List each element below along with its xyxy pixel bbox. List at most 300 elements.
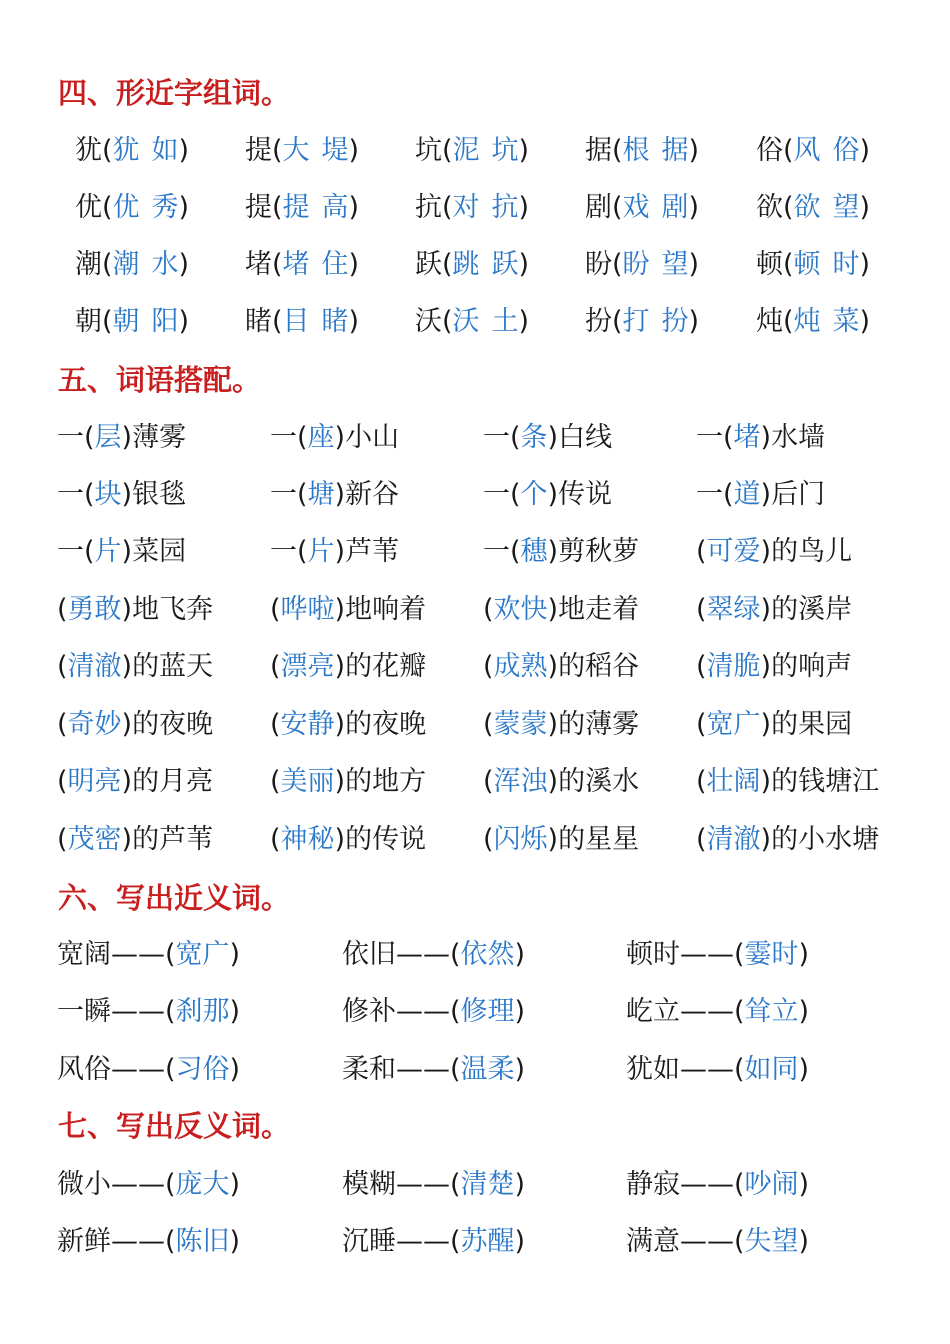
prompt-suffix: )芦苇 <box>334 536 400 567</box>
prompt-suffix: )的响声 <box>760 651 853 682</box>
prompt-word: 模糊 <box>342 1169 396 1200</box>
prompt-word: 微小 <box>57 1169 111 1200</box>
target-character: 跃 <box>415 249 442 280</box>
answer-char: 对 <box>452 192 480 223</box>
close-paren: ) <box>518 249 530 280</box>
answer-word: 神秘 <box>280 824 335 855</box>
exercise-item <box>626 935 809 975</box>
answer-char: 大 <box>282 135 310 166</box>
answer-char: 抗 <box>491 192 519 223</box>
section7-heading: 七、写出反义词。 <box>58 1109 291 1143</box>
prompt-suffix: )传说 <box>547 479 613 510</box>
exercise-item <box>483 590 639 630</box>
prompt-prefix: ( <box>696 536 707 567</box>
exercise-item <box>57 1222 240 1262</box>
prompt-prefix: ( <box>57 651 68 682</box>
dash-separator: ——( <box>396 939 461 970</box>
answer-word: 茂密 <box>67 824 122 855</box>
close-paren: ) <box>798 939 810 970</box>
section4-row <box>0 302 950 342</box>
close-paren: ) <box>859 306 871 337</box>
answer-word: 成熟 <box>493 651 548 682</box>
prompt-prefix: ( <box>57 709 68 740</box>
answer-char: 顿 <box>793 249 821 280</box>
section5-row <box>0 590 950 630</box>
prompt-suffix: )的地方 <box>334 766 427 797</box>
prompt-prefix: ( <box>483 824 494 855</box>
close-paren: ) <box>798 996 810 1027</box>
prompt-suffix: )后门 <box>760 479 826 510</box>
dash-separator: ——( <box>680 1169 745 1200</box>
target-character: 剧 <box>585 192 612 223</box>
exercise-item <box>415 245 529 285</box>
answer-word: 美丽 <box>280 766 335 797</box>
close-paren: ) <box>859 192 871 223</box>
exercise-item <box>342 1222 525 1262</box>
exercise-item <box>696 590 852 630</box>
close-paren: ) <box>178 192 190 223</box>
exercise-item <box>57 992 240 1032</box>
prompt-prefix: 一( <box>696 422 734 453</box>
prompt-suffix: )的芦苇 <box>121 824 214 855</box>
open-paren: ( <box>102 306 113 337</box>
open-paren: ( <box>612 249 623 280</box>
target-character: 炖 <box>756 306 783 337</box>
section5-heading: 五、词语搭配。 <box>58 363 262 397</box>
exercise-item <box>585 245 699 285</box>
exercise-item <box>696 705 852 745</box>
exercise-item <box>626 992 809 1032</box>
exercise-item <box>75 245 189 285</box>
prompt-word: 沉睡 <box>342 1226 396 1257</box>
prompt-suffix: )地走着 <box>547 594 640 625</box>
exercise-item <box>756 188 870 228</box>
exercise-item <box>483 418 612 458</box>
dash-separator: ——( <box>111 1054 176 1085</box>
exercise-item <box>696 532 852 572</box>
answer-char: 秀 <box>151 192 179 223</box>
answer-word: 片 <box>94 536 122 567</box>
open-paren: ( <box>442 192 453 223</box>
prompt-word: 风俗 <box>57 1054 111 1085</box>
exercise-item <box>415 131 529 171</box>
close-paren: ) <box>798 1226 810 1257</box>
answer-char: 盼 <box>622 249 650 280</box>
prompt-prefix: ( <box>696 709 707 740</box>
exercise-item <box>585 131 699 171</box>
exercise-item <box>415 302 529 342</box>
answer-char: 目 <box>282 306 310 337</box>
answer-char: 睹 <box>321 306 349 337</box>
exercise-item <box>483 762 639 802</box>
section5-row <box>0 647 950 687</box>
prompt-prefix: 一( <box>270 536 308 567</box>
target-character: 扮 <box>585 306 612 337</box>
prompt-suffix: )的夜晚 <box>334 709 427 740</box>
prompt-prefix: ( <box>483 651 494 682</box>
answer-char: 时 <box>832 249 860 280</box>
answer-word: 蒙蒙 <box>493 709 548 740</box>
answer-word: 宽广 <box>175 939 230 970</box>
exercise-item <box>57 1050 240 1090</box>
answer-char: 堤 <box>321 135 349 166</box>
close-paren: ) <box>514 939 526 970</box>
answer-char: 如 <box>151 135 179 166</box>
close-paren: ) <box>178 306 190 337</box>
answer-word: 壮阔 <box>706 766 761 797</box>
exercise-item <box>696 418 825 458</box>
target-character: 据 <box>585 135 612 166</box>
prompt-suffix: )的溪岸 <box>760 594 853 625</box>
exercise-item <box>270 647 426 687</box>
target-character: 提 <box>245 135 272 166</box>
target-character: 堵 <box>245 249 272 280</box>
answer-word: 陈旧 <box>175 1226 230 1257</box>
open-paren: ( <box>272 249 283 280</box>
exercise-item <box>342 1165 525 1205</box>
answer-char: 提 <box>282 192 310 223</box>
prompt-prefix: ( <box>696 824 707 855</box>
answer-char: 炖 <box>793 306 821 337</box>
open-paren: ( <box>442 249 453 280</box>
open-paren: ( <box>612 306 623 337</box>
prompt-prefix: ( <box>483 709 494 740</box>
open-paren: ( <box>272 135 283 166</box>
target-character: 睹 <box>245 306 272 337</box>
exercise-item <box>585 188 699 228</box>
open-paren: ( <box>102 192 113 223</box>
close-paren: ) <box>518 192 530 223</box>
exercise-item <box>245 302 359 342</box>
prompt-word: 新鲜 <box>57 1226 111 1257</box>
answer-word: 穗 <box>520 536 548 567</box>
exercise-item <box>270 475 399 515</box>
prompt-suffix: )的薄雾 <box>547 709 640 740</box>
answer-char: 坑 <box>491 135 519 166</box>
target-character: 俗 <box>756 135 783 166</box>
close-paren: ) <box>688 249 700 280</box>
dash-separator: ——( <box>396 1054 461 1085</box>
exercise-item <box>483 647 639 687</box>
answer-word: 堵 <box>733 422 761 453</box>
answer-char: 土 <box>491 306 519 337</box>
exercise-item <box>342 1050 525 1090</box>
answer-word: 宽广 <box>706 709 761 740</box>
exercise-item <box>57 532 186 572</box>
prompt-suffix: )菜园 <box>121 536 187 567</box>
close-paren: ) <box>518 306 530 337</box>
section6-heading: 六、写出近义词。 <box>58 881 291 915</box>
target-character: 优 <box>75 192 102 223</box>
exercise-item <box>57 935 240 975</box>
exercise-item <box>75 302 189 342</box>
open-paren: ( <box>612 192 623 223</box>
exercise-item <box>696 647 852 687</box>
exercise-item <box>245 188 359 228</box>
prompt-prefix: 一( <box>57 479 95 510</box>
answer-word: 欢快 <box>493 594 548 625</box>
answer-char: 潮 <box>112 249 140 280</box>
prompt-word: 屹立 <box>626 996 680 1027</box>
answer-char: 泥 <box>452 135 480 166</box>
target-character: 朝 <box>75 306 102 337</box>
exercise-item <box>57 705 213 745</box>
dash-separator: ——( <box>680 996 745 1027</box>
prompt-suffix: )银毯 <box>121 479 187 510</box>
dash-separator: ——( <box>111 1226 176 1257</box>
prompt-word: 一瞬 <box>57 996 111 1027</box>
prompt-prefix: ( <box>483 766 494 797</box>
exercise-item <box>696 762 879 802</box>
prompt-prefix: ( <box>696 651 707 682</box>
prompt-word: 宽阔 <box>57 939 111 970</box>
answer-word: 温柔 <box>460 1054 515 1085</box>
close-paren: ) <box>798 1054 810 1085</box>
close-paren: ) <box>229 1054 241 1085</box>
section5-row <box>0 418 950 458</box>
prompt-prefix: 一( <box>270 479 308 510</box>
prompt-suffix: )地响着 <box>334 594 427 625</box>
close-paren: ) <box>798 1169 810 1200</box>
target-character: 盼 <box>585 249 612 280</box>
answer-word: 条 <box>520 422 548 453</box>
open-paren: ( <box>442 135 453 166</box>
prompt-prefix: ( <box>483 594 494 625</box>
open-paren: ( <box>272 306 283 337</box>
close-paren: ) <box>178 135 190 166</box>
close-paren: ) <box>348 135 360 166</box>
prompt-suffix: )水墙 <box>760 422 826 453</box>
section6-row <box>0 1050 950 1090</box>
answer-char: 水 <box>151 249 179 280</box>
section6-row <box>0 992 950 1032</box>
answer-char: 戏 <box>622 192 650 223</box>
answer-char: 扮 <box>661 306 689 337</box>
answer-word: 块 <box>94 479 122 510</box>
answer-char: 跃 <box>491 249 519 280</box>
close-paren: ) <box>348 192 360 223</box>
target-character: 欲 <box>756 192 783 223</box>
close-paren: ) <box>688 135 700 166</box>
close-paren: ) <box>514 996 526 1027</box>
section4-row <box>0 245 950 285</box>
close-paren: ) <box>518 135 530 166</box>
prompt-prefix: 一( <box>57 536 95 567</box>
answer-word: 失望 <box>744 1226 799 1257</box>
answer-word: 明亮 <box>67 766 122 797</box>
exercise-item <box>585 302 699 342</box>
answer-word: 如同 <box>744 1054 799 1085</box>
exercise-item <box>483 475 612 515</box>
answer-char: 剧 <box>661 192 689 223</box>
answer-char: 沃 <box>452 306 480 337</box>
section5-row <box>0 705 950 745</box>
exercise-item <box>57 1165 240 1205</box>
section4-row <box>0 188 950 228</box>
close-paren: ) <box>348 249 360 280</box>
target-character: 坑 <box>415 135 442 166</box>
prompt-suffix: )新谷 <box>334 479 400 510</box>
answer-word: 清澈 <box>706 824 761 855</box>
dash-separator: ——( <box>111 996 176 1027</box>
prompt-word: 顿时 <box>626 939 680 970</box>
answer-word: 刹那 <box>175 996 230 1027</box>
answer-word: 霎时 <box>744 939 799 970</box>
close-paren: ) <box>178 249 190 280</box>
prompt-suffix: )的夜晚 <box>121 709 214 740</box>
prompt-suffix: )的溪水 <box>547 766 640 797</box>
prompt-suffix: )的星星 <box>547 824 640 855</box>
prompt-prefix: ( <box>696 594 707 625</box>
close-paren: ) <box>348 306 360 337</box>
exercise-item <box>245 245 359 285</box>
exercise-item <box>270 590 426 630</box>
dash-separator: ——( <box>111 939 176 970</box>
close-paren: ) <box>688 192 700 223</box>
answer-word: 耸立 <box>744 996 799 1027</box>
section5-row <box>0 475 950 515</box>
target-character: 提 <box>245 192 272 223</box>
prompt-suffix: )的果园 <box>760 709 853 740</box>
answer-word: 依然 <box>460 939 515 970</box>
target-character: 抗 <box>415 192 442 223</box>
answer-word: 奇妙 <box>67 709 122 740</box>
answer-word: 翠绿 <box>706 594 761 625</box>
answer-word: 浑浊 <box>493 766 548 797</box>
answer-word: 闪烁 <box>493 824 548 855</box>
prompt-prefix: 一( <box>483 479 521 510</box>
answer-char: 朝 <box>112 306 140 337</box>
prompt-suffix: )的蓝天 <box>121 651 214 682</box>
exercise-item <box>57 762 213 802</box>
target-character: 沃 <box>415 306 442 337</box>
exercise-item <box>75 131 189 171</box>
answer-char: 犹 <box>112 135 140 166</box>
answer-char: 跳 <box>452 249 480 280</box>
close-paren: ) <box>229 939 241 970</box>
exercise-item <box>696 475 825 515</box>
close-paren: ) <box>514 1169 526 1200</box>
answer-word: 修理 <box>460 996 515 1027</box>
prompt-prefix: ( <box>270 824 281 855</box>
answer-char: 高 <box>321 192 349 223</box>
answer-word: 座 <box>307 422 335 453</box>
answer-char: 欲 <box>793 192 821 223</box>
exercise-item <box>270 532 399 572</box>
prompt-suffix: )的月亮 <box>121 766 214 797</box>
open-paren: ( <box>442 306 453 337</box>
answer-word: 苏醒 <box>460 1226 515 1257</box>
exercise-item <box>483 705 639 745</box>
dash-separator: ——( <box>680 1054 745 1085</box>
section7-row <box>0 1165 950 1205</box>
answer-char: 优 <box>112 192 140 223</box>
dash-separator: ——( <box>396 996 461 1027</box>
prompt-prefix: ( <box>57 824 68 855</box>
prompt-word: 柔和 <box>342 1054 396 1085</box>
close-paren: ) <box>229 1169 241 1200</box>
exercise-item <box>270 418 399 458</box>
prompt-prefix: 一( <box>57 422 95 453</box>
section5-row <box>0 532 950 572</box>
dash-separator: ——( <box>680 1226 745 1257</box>
close-paren: ) <box>859 135 871 166</box>
answer-word: 安静 <box>280 709 335 740</box>
close-paren: ) <box>688 306 700 337</box>
section7-row <box>0 1222 950 1262</box>
exercise-item <box>483 820 639 860</box>
prompt-suffix: )小山 <box>334 422 400 453</box>
exercise-item <box>270 762 426 802</box>
exercise-item <box>57 418 186 458</box>
prompt-prefix: 一( <box>696 479 734 510</box>
answer-word: 哗啦 <box>280 594 335 625</box>
prompt-suffix: )的传说 <box>334 824 427 855</box>
exercise-item <box>57 475 186 515</box>
exercise-item <box>342 992 525 1032</box>
answer-word: 习俗 <box>175 1054 230 1085</box>
open-paren: ( <box>783 306 794 337</box>
target-character: 潮 <box>75 249 102 280</box>
exercise-item <box>270 705 426 745</box>
close-paren: ) <box>514 1054 526 1085</box>
exercise-item <box>57 590 213 630</box>
open-paren: ( <box>102 249 113 280</box>
answer-word: 庞大 <box>175 1169 230 1200</box>
answer-char: 俗 <box>832 135 860 166</box>
open-paren: ( <box>783 192 794 223</box>
answer-word: 清楚 <box>460 1169 515 1200</box>
prompt-prefix: 一( <box>270 422 308 453</box>
exercise-item <box>626 1050 809 1090</box>
answer-char: 阳 <box>151 306 179 337</box>
exercise-item <box>483 532 639 572</box>
answer-word: 层 <box>94 422 122 453</box>
section5-row <box>0 820 950 860</box>
open-paren: ( <box>612 135 623 166</box>
answer-word: 清脆 <box>706 651 761 682</box>
exercise-item <box>342 935 525 975</box>
dash-separator: ——( <box>680 939 745 970</box>
exercise-item <box>75 188 189 228</box>
open-paren: ( <box>783 249 794 280</box>
prompt-prefix: ( <box>270 766 281 797</box>
exercise-item <box>756 302 870 342</box>
answer-word: 片 <box>307 536 335 567</box>
prompt-prefix: ( <box>270 709 281 740</box>
answer-word: 清澈 <box>67 651 122 682</box>
open-paren: ( <box>102 135 113 166</box>
target-character: 顿 <box>756 249 783 280</box>
exercise-item <box>245 131 359 171</box>
prompt-prefix: ( <box>270 594 281 625</box>
answer-char: 望 <box>832 192 860 223</box>
prompt-word: 静寂 <box>626 1169 680 1200</box>
prompt-word: 犹如 <box>626 1054 680 1085</box>
exercise-item <box>756 131 870 171</box>
prompt-prefix: 一( <box>483 536 521 567</box>
exercise-item <box>57 647 213 687</box>
exercise-item <box>626 1222 809 1262</box>
exercise-item <box>696 820 879 860</box>
prompt-suffix: )白线 <box>547 422 613 453</box>
section5-row <box>0 762 950 802</box>
exercise-item <box>756 245 870 285</box>
dash-separator: ——( <box>396 1226 461 1257</box>
close-paren: ) <box>514 1226 526 1257</box>
dash-separator: ——( <box>111 1169 176 1200</box>
close-paren: ) <box>229 996 241 1027</box>
